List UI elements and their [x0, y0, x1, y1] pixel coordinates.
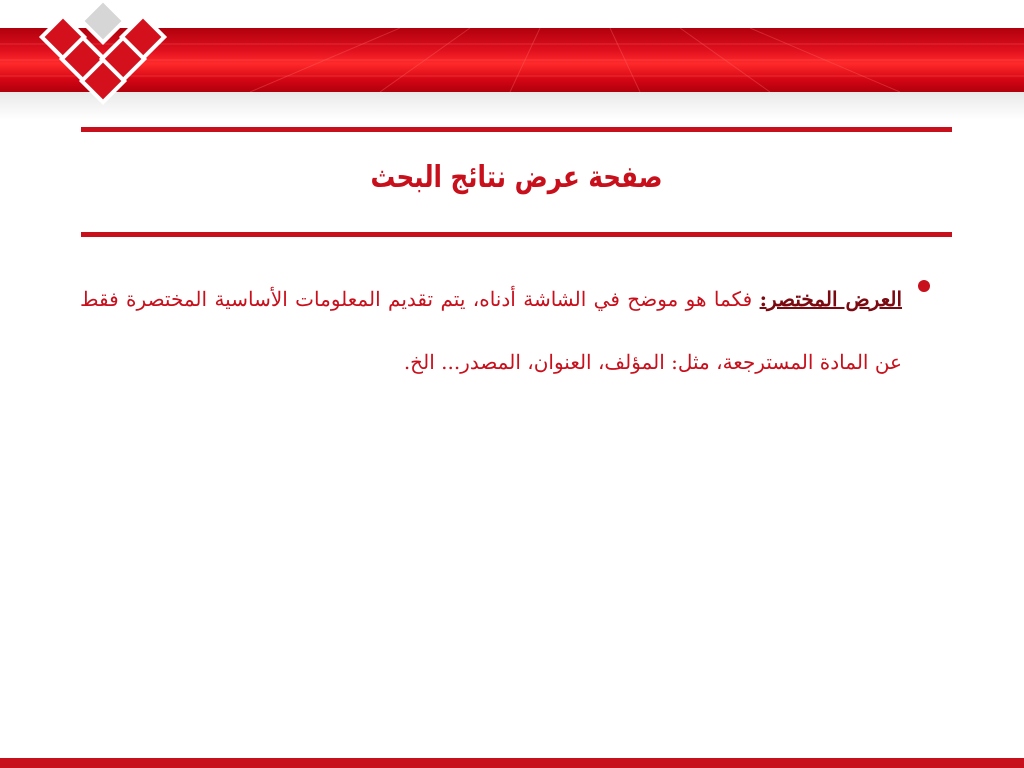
footer-bar [0, 758, 1024, 768]
bullet-paragraph [80, 268, 902, 394]
slide-title: صفحة عرض نتائج البحث [370, 160, 663, 195]
title-top-rule [81, 127, 952, 132]
diamond-cluster-logo [18, 0, 188, 115]
bullet-dot-icon [918, 280, 930, 292]
header-banner [0, 0, 1024, 120]
title-bottom-rule [81, 232, 952, 237]
bullet-text: فكما هو موضح في الشاشة أدناه، يتم تقديم المعلومات الأساسية المختصرة فقط عن المادة المسترجعة، مثل: المؤلف، العنوان، المصدر... الخ. [80, 287, 902, 374]
bullet-term: العرض المختصر: [759, 287, 903, 311]
